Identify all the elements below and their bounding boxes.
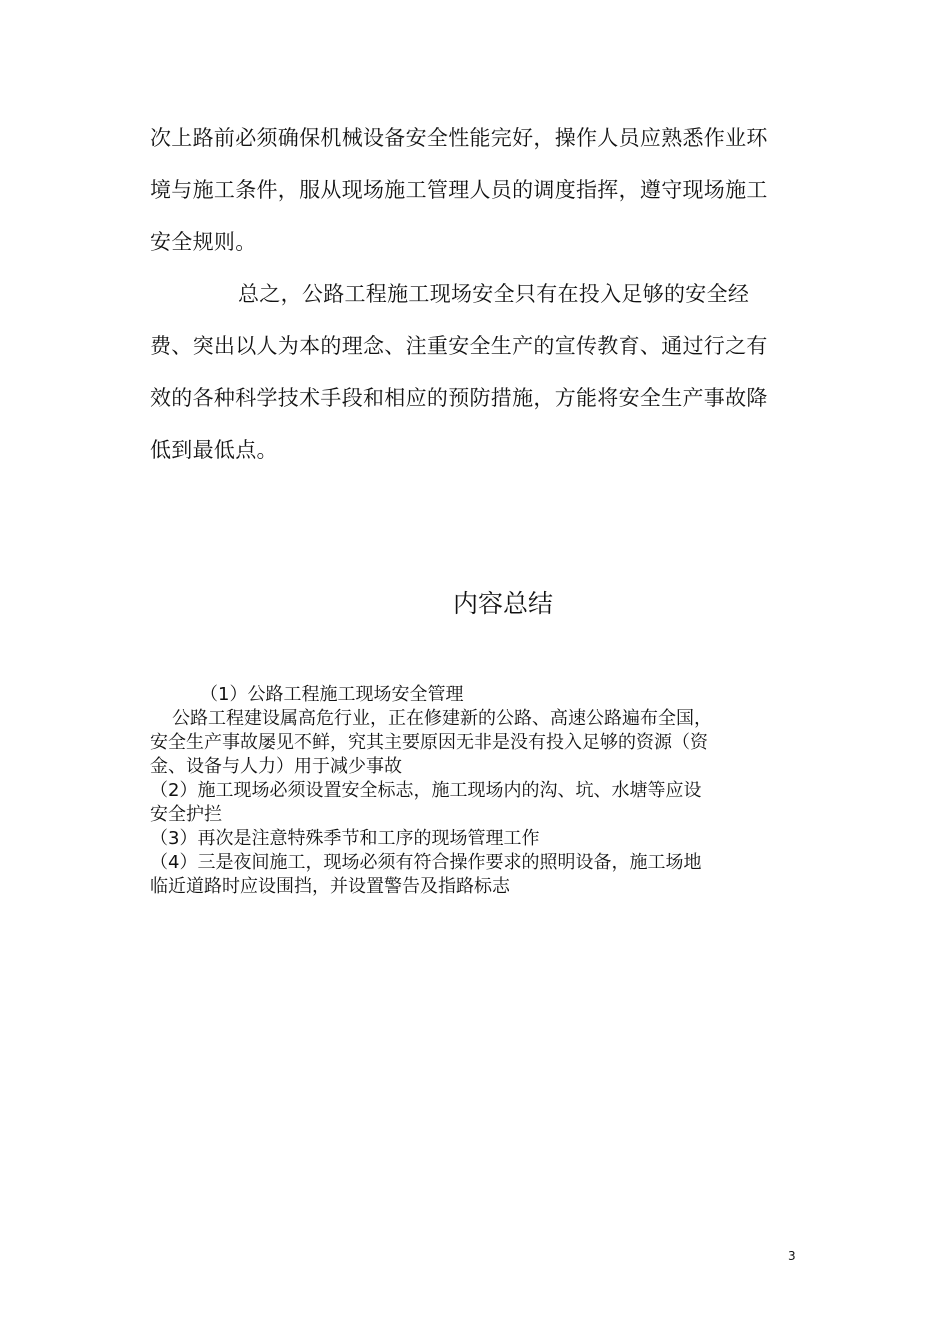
summary-heading: 内容总结 [452, 589, 553, 618]
summary-block [150, 683, 810, 899]
summary-line: （1）公路工程施工现场安全管理 [200, 684, 464, 705]
summary-line: 临近道路时应设围挡，并设置警告及指路标志 [150, 876, 510, 897]
summary-line: （3）再次是注意特殊季节和工序的现场管理工作 [150, 828, 540, 849]
summary-line: （2）施工现场必须设置安全标志，施工现场内的沟、坑、水塘等应设 [150, 780, 702, 801]
summary-line: （4）三是夜间施工，现场必须有符合操作要求的照明设备，施工场地 [150, 852, 702, 873]
paragraph-line: 低到最低点。 [150, 438, 278, 462]
body-paragraph-2 [150, 268, 810, 476]
paragraph-line: 安全规则。 [150, 230, 257, 254]
summary-line: 安全护拦 [150, 804, 222, 825]
paragraph-line: 效的各种科学技术手段和相应的预防措施，方能将安全生产事故降 [150, 386, 768, 410]
paragraph-line: 次上路前必须确保机械设备安全性能完好，操作人员应熟悉作业环 [150, 126, 768, 150]
body-paragraph-1 [150, 112, 810, 268]
paragraph-line: 总之，公路工程施工现场安全只有在投入足够的安全经 [238, 282, 750, 306]
page-number: 3 [788, 1249, 796, 1263]
summary-line: 安全生产事故屡见不鲜，究其主要原因无非是没有投入足够的资源（资 [150, 732, 708, 753]
summary-line: 金、设备与人力）用于减少事故 [150, 756, 402, 777]
summary-line: 公路工程建设属高危行业，正在修建新的公路、高速公路遍布全国， [172, 708, 712, 729]
paragraph-line: 费、突出以人为本的理念、注重安全生产的宣传教育、通过行之有 [150, 334, 768, 358]
paragraph-line: 境与施工条件，服从现场施工管理人员的调度指挥，遵守现场施工 [150, 178, 768, 202]
